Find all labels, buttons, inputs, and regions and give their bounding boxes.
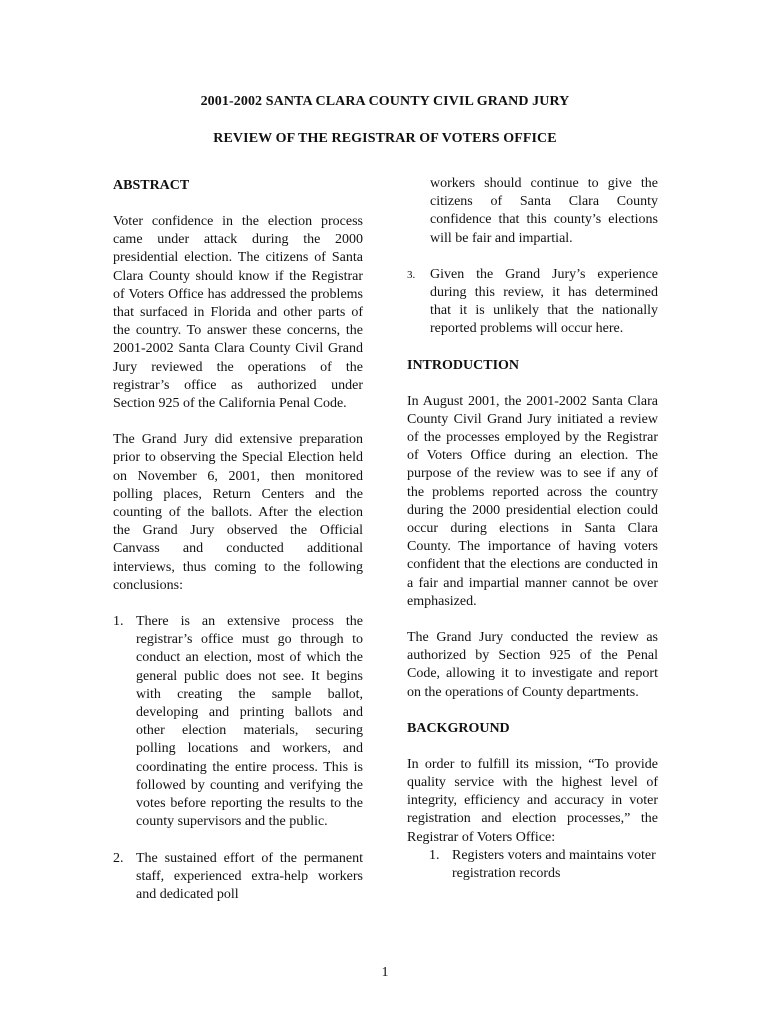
background-paragraph-1: In order to fulfill its mission, “To provide quality service with the highest level of integrity, efficiency and accuracy in voter registration and election processes,” the Registrar of Voters Office: — [407, 756, 658, 845]
conclusion-number: 2. — [113, 850, 124, 866]
abstract-paragraph-2: The Grand Jury did extensive preparation prior to observing the Special Election held on November 6, 2001, then monitored polling places, Return Centers and the counting of the ballots. After the election the Grand Jury observed the Official Canvass and conducted additional interviews, thus coming to the following conclusions: — [113, 432, 363, 593]
background-list — [407, 847, 658, 883]
introduction-heading: INTRODUCTION — [407, 357, 520, 373]
document-title: 2001-2002 SANTA CLARA COUNTY CIVIL GRAND JURY — [200, 94, 570, 109]
introduction-paragraph-1: In August 2001, the 2001-2002 Santa Clara County Civil Grand Jury initiated a review of the processes employed by the Registrar of Voters Office during an election. The purpose of the review was to see if any of the problems reported across the country during the 2000 presidential election could occur during elections in Santa Clara County. The importance of having voters confident that the elections are conducted in a fair and impartial manner cannot be over emphasized. — [407, 393, 658, 609]
left-column — [113, 177, 363, 904]
page-number: 1 — [381, 965, 389, 980]
introduction-paragraph-2: The Grand Jury conducted the review as authorized by Section 925 of the Penal Code, allowing it to investigate and report on the operations of County departments. — [407, 630, 658, 700]
conclusion-text: The sustained effort of the permanent staff, experienced extra-help workers and dedicated poll — [136, 850, 363, 902]
conclusion-item-2 — [113, 850, 363, 905]
conclusion-number: 3. — [407, 268, 416, 281]
conclusion-item-2-continuation: workers should continue to give the citizens of Santa Clara County confidence that this county’s elections will be fair and impartial. — [430, 176, 658, 246]
conclusion-item-3 — [407, 266, 658, 339]
background-item-number: 1. — [429, 847, 440, 863]
document-subtitle: REVIEW OF THE REGISTRAR OF VOTERS OFFICE — [213, 131, 557, 146]
abstract-paragraph-1: Voter confidence in the election process came under attack during the 2000 presidential election. The citizens of Santa Clara County should know if the Registrar of Voters Office has addressed the problems that surfaced in Florida and other parts of the country. To answer these concerns, the 2001-2002 Santa Clara County Civil Grand Jury reviewed the operations of the registrar’s office as authorized under Section 925 of the California Penal Code. — [113, 214, 363, 412]
background-list-item — [429, 847, 658, 883]
background-heading: BACKGROUND — [407, 720, 510, 736]
background-item-text: Registers voters and maintains voter registration records — [452, 847, 656, 882]
conclusion-item-1 — [113, 613, 363, 831]
conclusion-text: There is an extensive process the registrar’s office must go through to conduct an election, most of which the general public does not see. It begins with creating the sample ballot, developing and printing ballots and other election materials, securing polling locations and workers, and coordinating the entire process. This is followed by counting and verifying the votes before reporting the results to the county supervisors and the public. — [136, 614, 363, 830]
right-column — [407, 175, 658, 883]
conclusion-text: Given the Grand Jury’s experience during this review, it has determined that it is unlikely that the nationally reported problems will occur here. — [430, 266, 658, 337]
abstract-heading: ABSTRACT — [113, 178, 190, 193]
conclusion-number: 1. — [113, 614, 124, 630]
